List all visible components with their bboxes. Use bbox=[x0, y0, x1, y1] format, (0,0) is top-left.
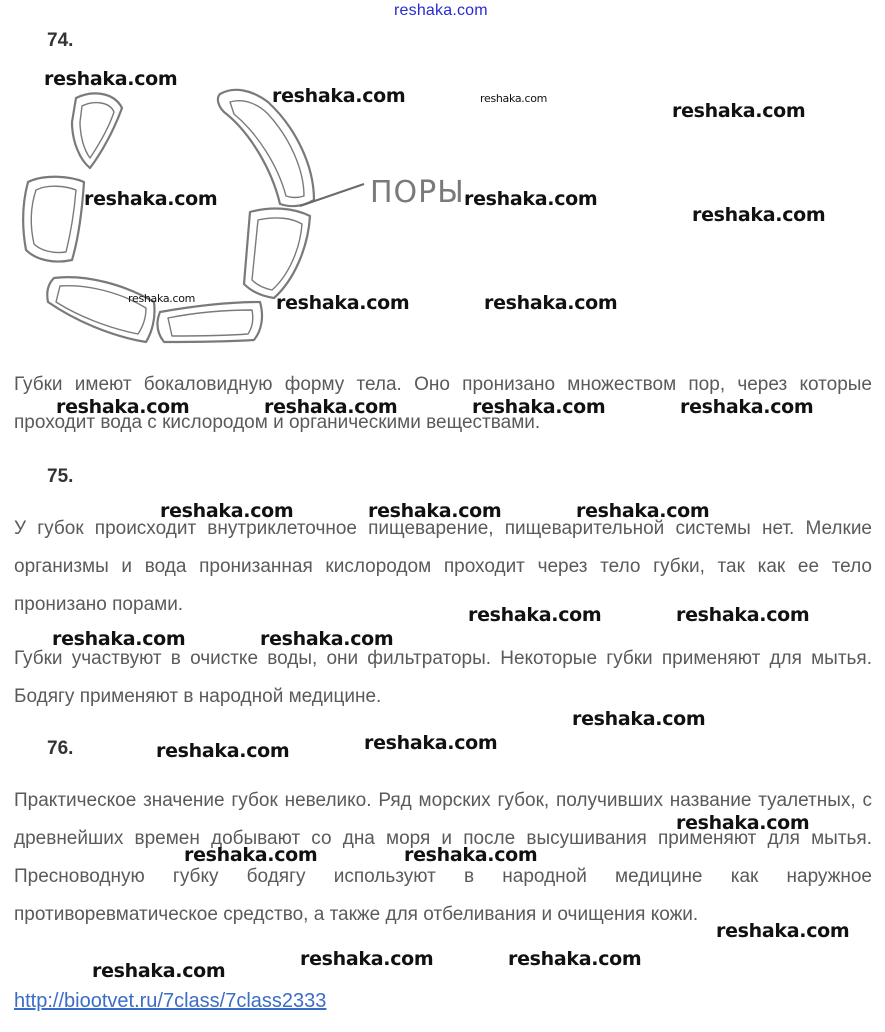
watermark: reshaka.com bbox=[276, 292, 410, 314]
watermark: reshaka.com bbox=[472, 396, 606, 418]
watermark: reshaka.com bbox=[572, 708, 706, 730]
task-75-number: 75. bbox=[47, 466, 74, 487]
task-76-text: Практическое значение губок невелико. Ряд морских губок, получивших название туалетных, с древнейших времен добывают со дна моря и после высушивания применяют для мытья. Пресноводную губку бодягу используют в народной медицине как наружное противоревматическое средство, а также для отбеливания и очищения кожи. bbox=[14, 790, 872, 925]
watermark: reshaka.com bbox=[692, 204, 826, 226]
watermark: reshaka.com bbox=[52, 628, 186, 650]
watermark: reshaka.com bbox=[468, 604, 602, 626]
watermark: reshaka.com bbox=[92, 960, 226, 982]
task-76-number: 76. bbox=[47, 738, 74, 759]
task-75-text-1: У губок происходит внутриклеточное пищеварение, пищеварительной системы нет. Мелкие организмы и вода пронизанная кислородом проходит через тело губки, так как ее тело пронизано порами. bbox=[14, 518, 872, 615]
task-75-text-2: Губки участвуют в очистке воды, они фильтраторы. Некоторые губки применяют для мытья. Бодягу применяют в народной медицине. bbox=[14, 648, 872, 707]
watermark: reshaka.com bbox=[184, 844, 318, 866]
task-74-text: Губки имеют бокаловидную форму тела. Оно пронизано множеством пор, через которые проходит вода с кислородом и органическими веществами. bbox=[14, 374, 872, 433]
watermark: reshaka.com bbox=[508, 948, 642, 970]
watermark: reshaka.com bbox=[680, 396, 814, 418]
watermark: reshaka.com bbox=[128, 292, 196, 305]
watermark: reshaka.com bbox=[484, 292, 618, 314]
watermark: reshaka.com bbox=[44, 68, 178, 90]
site-header-link[interactable]: reshaka.com bbox=[394, 2, 488, 19]
watermark: reshaka.com bbox=[300, 948, 434, 970]
watermark: reshaka.com bbox=[84, 188, 218, 210]
watermark: reshaka.com bbox=[160, 500, 294, 522]
watermark: reshaka.com bbox=[56, 396, 190, 418]
watermark: reshaka.com bbox=[672, 100, 806, 122]
source-link[interactable]: http://biootvet.ru/7class/7class2333 bbox=[14, 990, 327, 1012]
watermark: reshaka.com bbox=[260, 628, 394, 650]
watermark: reshaka.com bbox=[264, 396, 398, 418]
watermark: reshaka.com bbox=[364, 732, 498, 754]
watermark: reshaka.com bbox=[676, 604, 810, 626]
watermark: reshaka.com bbox=[676, 812, 810, 834]
task-74-number: 74. bbox=[47, 30, 74, 51]
watermark: reshaka.com bbox=[368, 500, 502, 522]
watermark: reshaka.com bbox=[576, 500, 710, 522]
watermark: reshaka.com bbox=[272, 85, 406, 107]
watermark: reshaka.com bbox=[480, 92, 548, 105]
watermark: reshaka.com bbox=[156, 740, 290, 762]
pores-label: ПОРЫ bbox=[370, 175, 465, 210]
watermark: reshaka.com bbox=[464, 188, 598, 210]
watermark: reshaka.com bbox=[404, 844, 538, 866]
watermark: reshaka.com bbox=[716, 920, 850, 942]
